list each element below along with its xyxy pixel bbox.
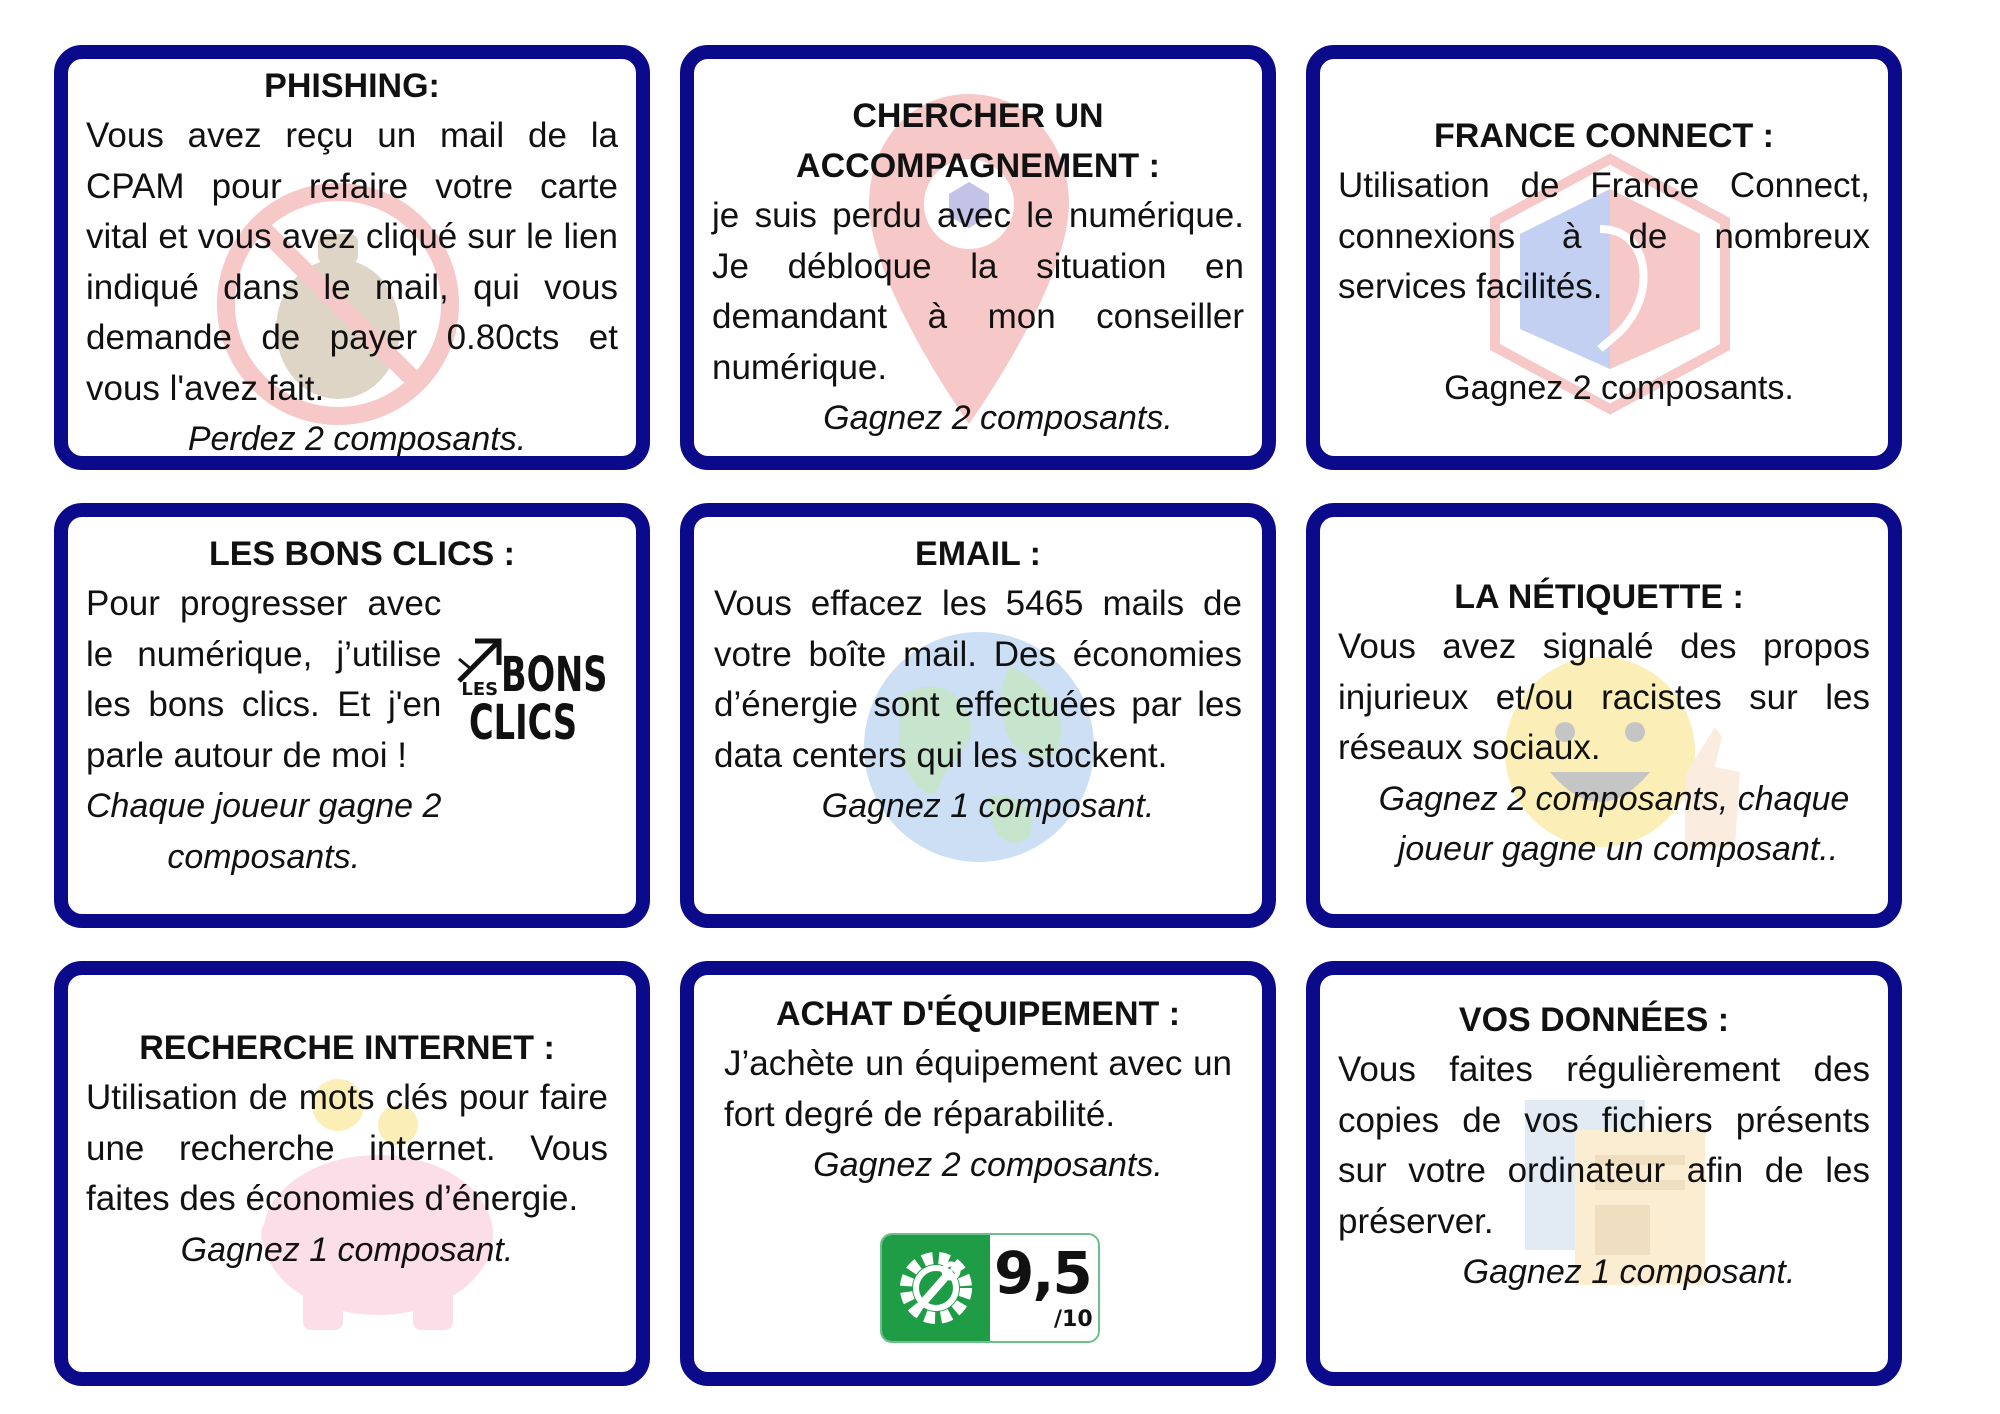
card-body: J’achète un équipement avec un fort degré de réparabilité.	[724, 1044, 1232, 1134]
card-recherche-internet	[54, 961, 650, 1386]
card-reward: Gagnez 2 composants.	[813, 1146, 1163, 1184]
card-reward: Gagnez 2 composants.	[823, 399, 1173, 437]
card-title: EMAIL :	[915, 535, 1041, 573]
card-france-connect	[1306, 45, 1902, 470]
logo-clics: CLICS	[469, 695, 578, 751]
card-title: RECHERCHE INTERNET :	[139, 1029, 555, 1067]
card-bons-clics	[54, 503, 650, 928]
card-body: Vous avez reçu un mail de la CPAM pour refaire votre carte vital et vous avez cliqué sur le lien indiqué dans le mail, qui vous demande de payer 0.80cts et vous l'avez fait.	[86, 116, 618, 408]
card-body: Utilisation de France Connect, connexions à de nombreux services facilités.	[1338, 166, 1870, 306]
card-title: LES BONS CLICS :	[208, 535, 516, 573]
card-accompagnement	[680, 45, 1276, 470]
card-body: je suis perdu avec le numérique. Je débloque la situation en demandant à mon conseiller numérique.	[712, 196, 1244, 387]
card-reward: Gagnez 2 composants.	[1444, 368, 1794, 407]
card-reward-line2: composants.	[167, 837, 361, 876]
card-achat-equipement	[680, 961, 1276, 1386]
logo-bons: BONS	[501, 647, 608, 703]
card-reward: Gagnez 1 composant.	[180, 1230, 514, 1269]
card-body: Vous faites régulièrement des copies de vos fichiers présents sur votre ordinateur afin de les préserver.	[1338, 1050, 1870, 1241]
card-body: Vous avez signalé des propos injurieux et/ou racistes sur les réseaux sociaux.	[1338, 627, 1870, 767]
repairability-index-badge	[880, 1233, 1100, 1343]
card-reward: Gagnez 1 composant.	[821, 787, 1155, 825]
top-band	[824, 45, 1112, 57]
card-reward-line2: joueur gagne un composant..	[1397, 830, 1839, 868]
card-title: LA NÉTIQUETTE :	[1454, 578, 1744, 616]
card-vos-donnees	[1306, 961, 1902, 1386]
repair-icon-box	[882, 1235, 990, 1341]
card-title-line1: CHERCHER UN	[852, 97, 1104, 135]
les-bons-clics-logo	[441, 619, 618, 819]
card-reward: Perdez 2 composants.	[187, 420, 527, 458]
gear-wrench-icon	[891, 1243, 981, 1333]
card-title: ACHAT D'ÉQUIPEMENT :	[775, 995, 1181, 1033]
card-title: PHISHING:	[264, 67, 440, 105]
card-title-line2: ACCOMPAGNEMENT :	[796, 147, 1160, 185]
card-email	[680, 503, 1276, 928]
card-reward: Gagnez 1 composant.	[1462, 1253, 1796, 1291]
repair-score: 9,5	[994, 1239, 1091, 1307]
card-reward-line1: Chaque joueur gagne 2	[86, 787, 442, 825]
card-reward-line1: Gagnez 2 composants, chaque	[1378, 779, 1850, 818]
card-body: Vous effacez les 5465 mails de votre boîte mail. Des économies d’énergie sont effectuées par les data centers qui les stockent.	[714, 584, 1242, 775]
repair-score-max: /10	[1054, 1307, 1093, 1332]
bottom-band	[824, 458, 1112, 470]
card-title: FRANCE CONNECT :	[1434, 117, 1774, 155]
card-phishing	[54, 45, 650, 470]
card-title: VOS DONNÉES :	[1458, 1001, 1730, 1039]
card-body: Pour progresser avec le numérique, j’utilise les bons clics. Et j'en parle autour de moi !	[86, 584, 442, 775]
card-body: Utilisation de mots clés pour faire une recherche internet. Vous faites des économies d’énergie.	[86, 1078, 608, 1218]
logo-les: LES	[461, 679, 499, 700]
card-netiquette	[1306, 503, 1902, 928]
